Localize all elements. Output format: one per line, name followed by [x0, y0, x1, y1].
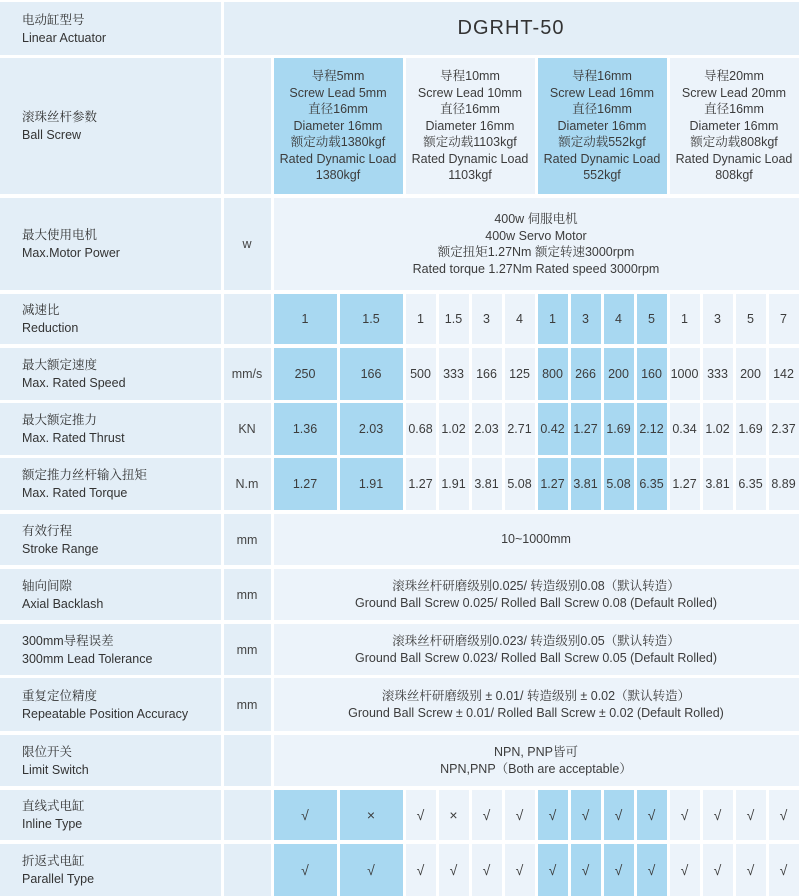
label-en: Parallel Type — [22, 872, 95, 886]
text-line: 552kgf — [583, 168, 621, 183]
value-cell: 3.81 — [703, 458, 733, 510]
label-cn: 轴向间隙 — [22, 578, 73, 593]
value-cell: 3.81 — [571, 458, 601, 510]
check-mark-icon: √ — [637, 790, 667, 840]
text-line: 808kgf — [715, 168, 753, 183]
text-line: Rated torque 1.27Nm Rated speed 3000rpm — [412, 261, 660, 276]
text-line: 400w Servo Motor — [485, 228, 587, 243]
model-title: DGRHT-50 — [224, 2, 799, 55]
value-cell: 3 — [571, 294, 601, 344]
motor-label — [0, 198, 221, 290]
stroke-spec — [274, 514, 799, 565]
unit-cell — [224, 58, 271, 194]
ball-screw-spec — [538, 58, 667, 194]
text-line: Screw Lead 10mm — [417, 85, 523, 100]
label-en: Limit Switch — [22, 762, 89, 777]
label-cn: 重复定位精度 — [22, 688, 98, 703]
label-en: Max. Rated Torque — [22, 486, 128, 500]
cross-mark-icon: × — [340, 790, 403, 840]
value-cell: 0.34 — [670, 403, 700, 455]
text-line: 滚珠丝杆研磨级别0.023/ 转造级别0.05（默认转造） — [392, 634, 680, 648]
check-mark-icon: √ — [571, 790, 601, 840]
text-line: NPN, PNP皆可 — [493, 745, 579, 759]
label-en: Reduction — [22, 321, 79, 335]
value-cell: 1.36 — [274, 403, 337, 455]
check-mark-icon: √ — [703, 844, 733, 896]
value-cell: 1.5 — [340, 294, 403, 344]
row-label — [0, 348, 221, 400]
value-cell: 1.27 — [406, 458, 436, 510]
value-cell: 1 — [406, 294, 436, 344]
value-cell: 2.37 — [769, 403, 799, 455]
check-mark-icon: √ — [406, 790, 436, 840]
ball-screw-spec — [274, 58, 403, 194]
unit-cell: N.m — [224, 458, 271, 510]
value-cell: 160 — [637, 348, 667, 400]
label-cn: 电动缸型号 — [22, 12, 85, 27]
value-cell: 2.12 — [637, 403, 667, 455]
value-cell: 7 — [769, 294, 799, 344]
check-mark-icon: √ — [439, 844, 469, 896]
text-line: 额定动载552kgf — [558, 135, 646, 150]
text-line: 导程16mm — [572, 69, 632, 84]
label-cn: 减速比 — [22, 303, 60, 317]
value-cell: 333 — [439, 348, 469, 400]
label-en: 300mm Lead Tolerance — [22, 651, 153, 666]
text-line: Ground Ball Screw ± 0.01/ Rolled Ball Screw ± 0.02 (Default Rolled) — [348, 705, 724, 720]
value-cell: 1.69 — [604, 403, 634, 455]
unit-cell — [224, 844, 271, 896]
unit-cell: mm/s — [224, 348, 271, 400]
label-cn: 最大额定推力 — [22, 413, 98, 427]
label-en: Inline Type — [22, 817, 83, 831]
text-line: 1103kgf — [448, 168, 492, 183]
check-mark-icon: √ — [736, 844, 766, 896]
value-cell: 4 — [604, 294, 634, 344]
value-cell: 0.68 — [406, 403, 436, 455]
check-mark-icon: √ — [340, 844, 403, 896]
check-mark-icon: √ — [472, 790, 502, 840]
text-line: Rated Dynamic Load — [411, 151, 529, 166]
value-cell: 1.91 — [340, 458, 403, 510]
text-line: Diameter 16mm — [689, 118, 779, 133]
value-cell: 142 — [769, 348, 799, 400]
value-cell: 2.03 — [340, 403, 403, 455]
value-cell: 1000 — [670, 348, 700, 400]
check-mark-icon: √ — [637, 844, 667, 896]
text-line: 直径16mm — [440, 102, 500, 117]
lead_tol-label — [0, 624, 221, 675]
text-line: 导程20mm — [704, 69, 764, 84]
repeat-accuracy-spec — [274, 678, 799, 731]
value-cell: 5 — [637, 294, 667, 344]
text-line: 导程10mm — [440, 69, 500, 84]
value-cell: 5.08 — [604, 458, 634, 510]
check-mark-icon: √ — [670, 844, 700, 896]
text-line: 额定扭矩1.27Nm 额定转速3000rpm — [437, 245, 635, 259]
value-cell: 5 — [736, 294, 766, 344]
value-cell: 2.03 — [472, 403, 502, 455]
unit-cell: mm — [224, 624, 271, 675]
label-en: Repeatable Position Accuracy — [22, 706, 189, 721]
label-en: Stroke Range — [22, 541, 99, 556]
check-mark-icon: √ — [736, 790, 766, 840]
text-line: 额定动载1380kgf — [290, 135, 386, 150]
value-cell: 800 — [538, 348, 568, 400]
model-label — [0, 2, 221, 55]
row-label — [0, 294, 221, 344]
value-cell: 3.81 — [472, 458, 502, 510]
text-line: Rated Dynamic Load — [543, 151, 661, 166]
check-mark-icon: √ — [538, 790, 568, 840]
motor-spec — [274, 198, 799, 290]
row-label — [0, 790, 221, 840]
text-line: 400w 伺服电机 — [494, 212, 578, 226]
text-line: Diameter 16mm — [557, 118, 647, 133]
value-cell: 500 — [406, 348, 436, 400]
value-cell: 1.5 — [439, 294, 469, 344]
check-mark-icon: √ — [604, 844, 634, 896]
backlash-spec — [274, 569, 799, 620]
text-line: 额定动载1103kgf — [423, 135, 517, 150]
ball-screw-spec — [406, 58, 535, 194]
check-mark-icon: √ — [703, 790, 733, 840]
label-cn: 有效行程 — [22, 523, 73, 538]
label-cn: 直线式电缸 — [22, 799, 85, 813]
text-line: Rated Dynamic Load — [279, 151, 397, 166]
backlash-label — [0, 569, 221, 620]
text-line: 滚珠丝杆研磨级别0.025/ 转造级别0.08（默认转造） — [392, 579, 680, 593]
check-mark-icon: √ — [406, 844, 436, 896]
limit-switch-spec — [274, 735, 799, 786]
unit-cell: mm — [224, 678, 271, 731]
value-cell: 1.02 — [439, 403, 469, 455]
limit-label — [0, 735, 221, 786]
value-cell: 1 — [670, 294, 700, 344]
value-cell: 3 — [703, 294, 733, 344]
text-line: Rated Dynamic Load — [675, 151, 793, 166]
label-cn: 额定推力丝杆输入扭矩 — [22, 468, 148, 482]
unit-cell: mm — [224, 514, 271, 565]
unit-cell — [224, 294, 271, 344]
text-line: 导程5mm — [311, 69, 365, 84]
text-line: Screw Lead 5mm — [289, 85, 387, 100]
label-cn: 滚珠丝杆参数 — [22, 110, 98, 124]
label-en: Axial Backlash — [22, 596, 104, 611]
check-mark-icon: √ — [670, 790, 700, 840]
value-cell: 6.35 — [736, 458, 766, 510]
check-mark-icon: √ — [505, 790, 535, 840]
label-cn: 最大额定速度 — [22, 358, 98, 372]
text-line: Screw Lead 16mm — [549, 85, 655, 100]
value-cell: 0.42 — [538, 403, 568, 455]
label-cn: 限位开关 — [22, 744, 73, 759]
check-mark-icon: √ — [472, 844, 502, 896]
value-cell: 1.69 — [736, 403, 766, 455]
text-line: NPN,PNP（Both are acceptable） — [440, 761, 632, 776]
text-line: 直径16mm — [308, 102, 368, 117]
value-cell: 250 — [274, 348, 337, 400]
value-cell: 1.27 — [274, 458, 337, 510]
label-en: Max.Motor Power — [22, 246, 120, 260]
check-mark-icon: √ — [571, 844, 601, 896]
check-mark-icon: √ — [538, 844, 568, 896]
row-label — [0, 844, 221, 896]
unit-cell — [224, 735, 271, 786]
lead-tolerance-spec — [274, 624, 799, 675]
text-line: 直径16mm — [572, 102, 632, 117]
text-line: Ground Ball Screw 0.025/ Rolled Ball Screw 0.08 (Default Rolled) — [355, 595, 717, 610]
row-label — [0, 403, 221, 455]
value-cell: 1.02 — [703, 403, 733, 455]
value-cell: 1 — [538, 294, 568, 344]
value-cell: 266 — [571, 348, 601, 400]
check-mark-icon: √ — [505, 844, 535, 896]
cross-mark-icon: × — [439, 790, 469, 840]
value-cell: 333 — [703, 348, 733, 400]
label-en: Max. Rated Speed — [22, 376, 126, 390]
unit-cell: w — [224, 198, 271, 290]
unit-cell: mm — [224, 569, 271, 620]
text-line: Ground Ball Screw 0.023/ Rolled Ball Screw 0.05 (Default Rolled) — [355, 650, 717, 665]
label-cn: 最大使用电机 — [22, 228, 98, 242]
value-cell: 2.71 — [505, 403, 535, 455]
value-cell: 125 — [505, 348, 535, 400]
check-mark-icon: √ — [274, 790, 337, 840]
row-label — [0, 458, 221, 510]
check-mark-icon: √ — [604, 790, 634, 840]
value-cell: 3 — [472, 294, 502, 344]
check-mark-icon: √ — [769, 844, 799, 896]
label-en: Ball Screw — [22, 128, 82, 142]
value-cell: 1 — [274, 294, 337, 344]
text-line: 1380kgf — [315, 168, 361, 183]
ball-screw-spec — [670, 58, 799, 194]
text-line: Screw Lead 20mm — [681, 85, 787, 100]
label-cn: 300mm导程误差 — [22, 633, 114, 648]
label-en: Linear Actuator — [22, 30, 107, 45]
check-mark-icon: √ — [769, 790, 799, 840]
value-cell: 4 — [505, 294, 535, 344]
ball-screw-label — [0, 58, 221, 194]
text-line: 直径16mm — [704, 102, 764, 117]
label-en: Max. Rated Thrust — [22, 431, 125, 445]
value-cell: 166 — [472, 348, 502, 400]
value-cell: 1.27 — [571, 403, 601, 455]
label-cn: 折返式电缸 — [22, 854, 85, 868]
check-mark-icon: √ — [274, 844, 337, 896]
unit-cell — [224, 790, 271, 840]
value-cell: 8.89 — [769, 458, 799, 510]
value-cell: 1.27 — [538, 458, 568, 510]
text-line: Diameter 16mm — [425, 118, 515, 133]
text-line: 滚珠丝杆研磨级别 ± 0.01/ 转造级别 ± 0.02（默认转造） — [381, 689, 691, 703]
value-cell: 6.35 — [637, 458, 667, 510]
value-cell: 5.08 — [505, 458, 535, 510]
repeat-label — [0, 678, 221, 731]
value-cell: 200 — [736, 348, 766, 400]
text-line: 10~1000mm — [501, 532, 571, 547]
value-cell: 200 — [604, 348, 634, 400]
text-line: 额定动载808kgf — [690, 135, 778, 150]
value-cell: 166 — [340, 348, 403, 400]
unit-cell: KN — [224, 403, 271, 455]
text-line: Diameter 16mm — [293, 118, 383, 133]
stroke-label — [0, 514, 221, 565]
value-cell: 1.27 — [670, 458, 700, 510]
value-cell: 1.91 — [439, 458, 469, 510]
